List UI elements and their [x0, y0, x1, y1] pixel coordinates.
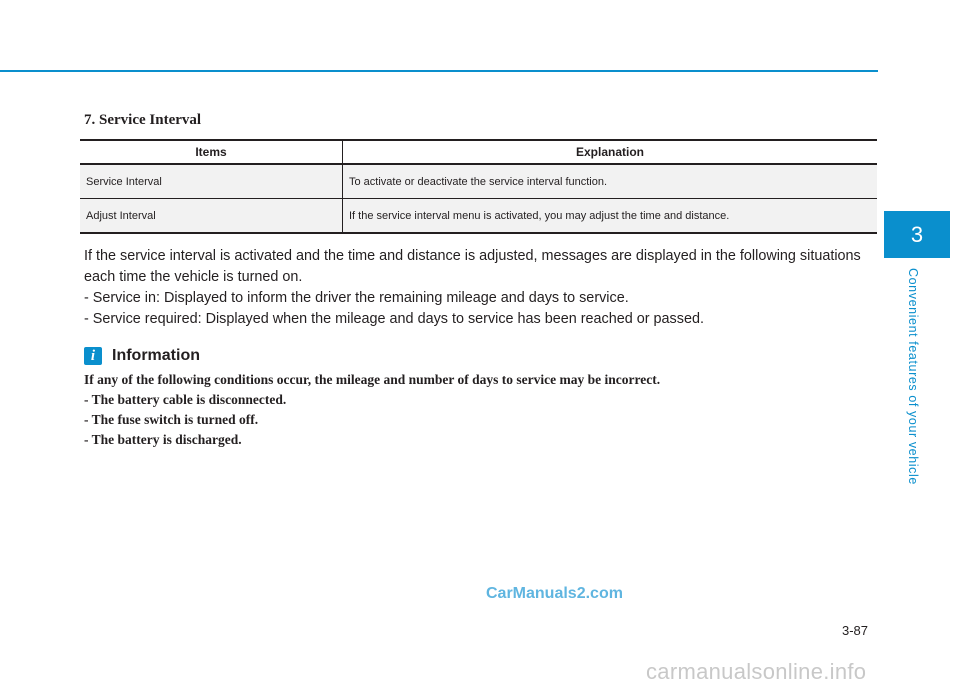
table-cell-explanation: To activate or deactivate the service interval function.	[349, 175, 608, 188]
table-cell-explanation: If the service interval menu is activated, you may adjust the time and distance.	[349, 209, 730, 222]
table-row	[80, 199, 877, 234]
info-icon: i	[84, 347, 102, 365]
body-paragraph: - Service in: Displayed to inform the driver the remaining mileage and days to service.	[84, 290, 629, 306]
body-paragraph: - Service required: Displayed when the mileage and days to service has been reached or passed.	[84, 311, 704, 327]
information-body	[84, 370, 874, 450]
watermark-link[interactable]: CarManuals2.com	[486, 585, 623, 602]
information-header	[84, 346, 200, 366]
table-header-row	[80, 140, 877, 164]
table-cell-item: Service Interval	[80, 164, 343, 199]
service-interval-table	[80, 139, 877, 234]
body-text	[84, 246, 874, 330]
table-cell-item: Adjust Interval	[80, 199, 343, 234]
information-line: - The battery is discharged.	[84, 432, 242, 447]
page-number: 3-87	[842, 623, 869, 638]
information-title: Information	[112, 347, 200, 364]
top-rule	[0, 70, 878, 72]
column-header-items: Items	[80, 140, 343, 164]
chapter-tab	[884, 211, 950, 258]
chapter-name: Convenient features of your vehicle	[906, 268, 920, 485]
section-title: 7. Service Interval	[84, 112, 202, 128]
site-watermark: carmanualsonline.info	[646, 659, 867, 684]
body-paragraph: If the service interval is activated and the time and distance is adjusted, messages are displayed in the following situations each time the vehicle is turned on.	[84, 248, 861, 285]
table-row	[80, 164, 877, 199]
information-line: - The battery cable is disconnected.	[84, 392, 287, 407]
chapter-number: 3	[910, 221, 924, 247]
column-header-explanation: Explanation	[575, 145, 644, 159]
information-line: - The fuse switch is turned off.	[84, 412, 259, 427]
information-line: If any of the following conditions occur, the mileage and number of days to service may be incorrect.	[84, 372, 661, 387]
